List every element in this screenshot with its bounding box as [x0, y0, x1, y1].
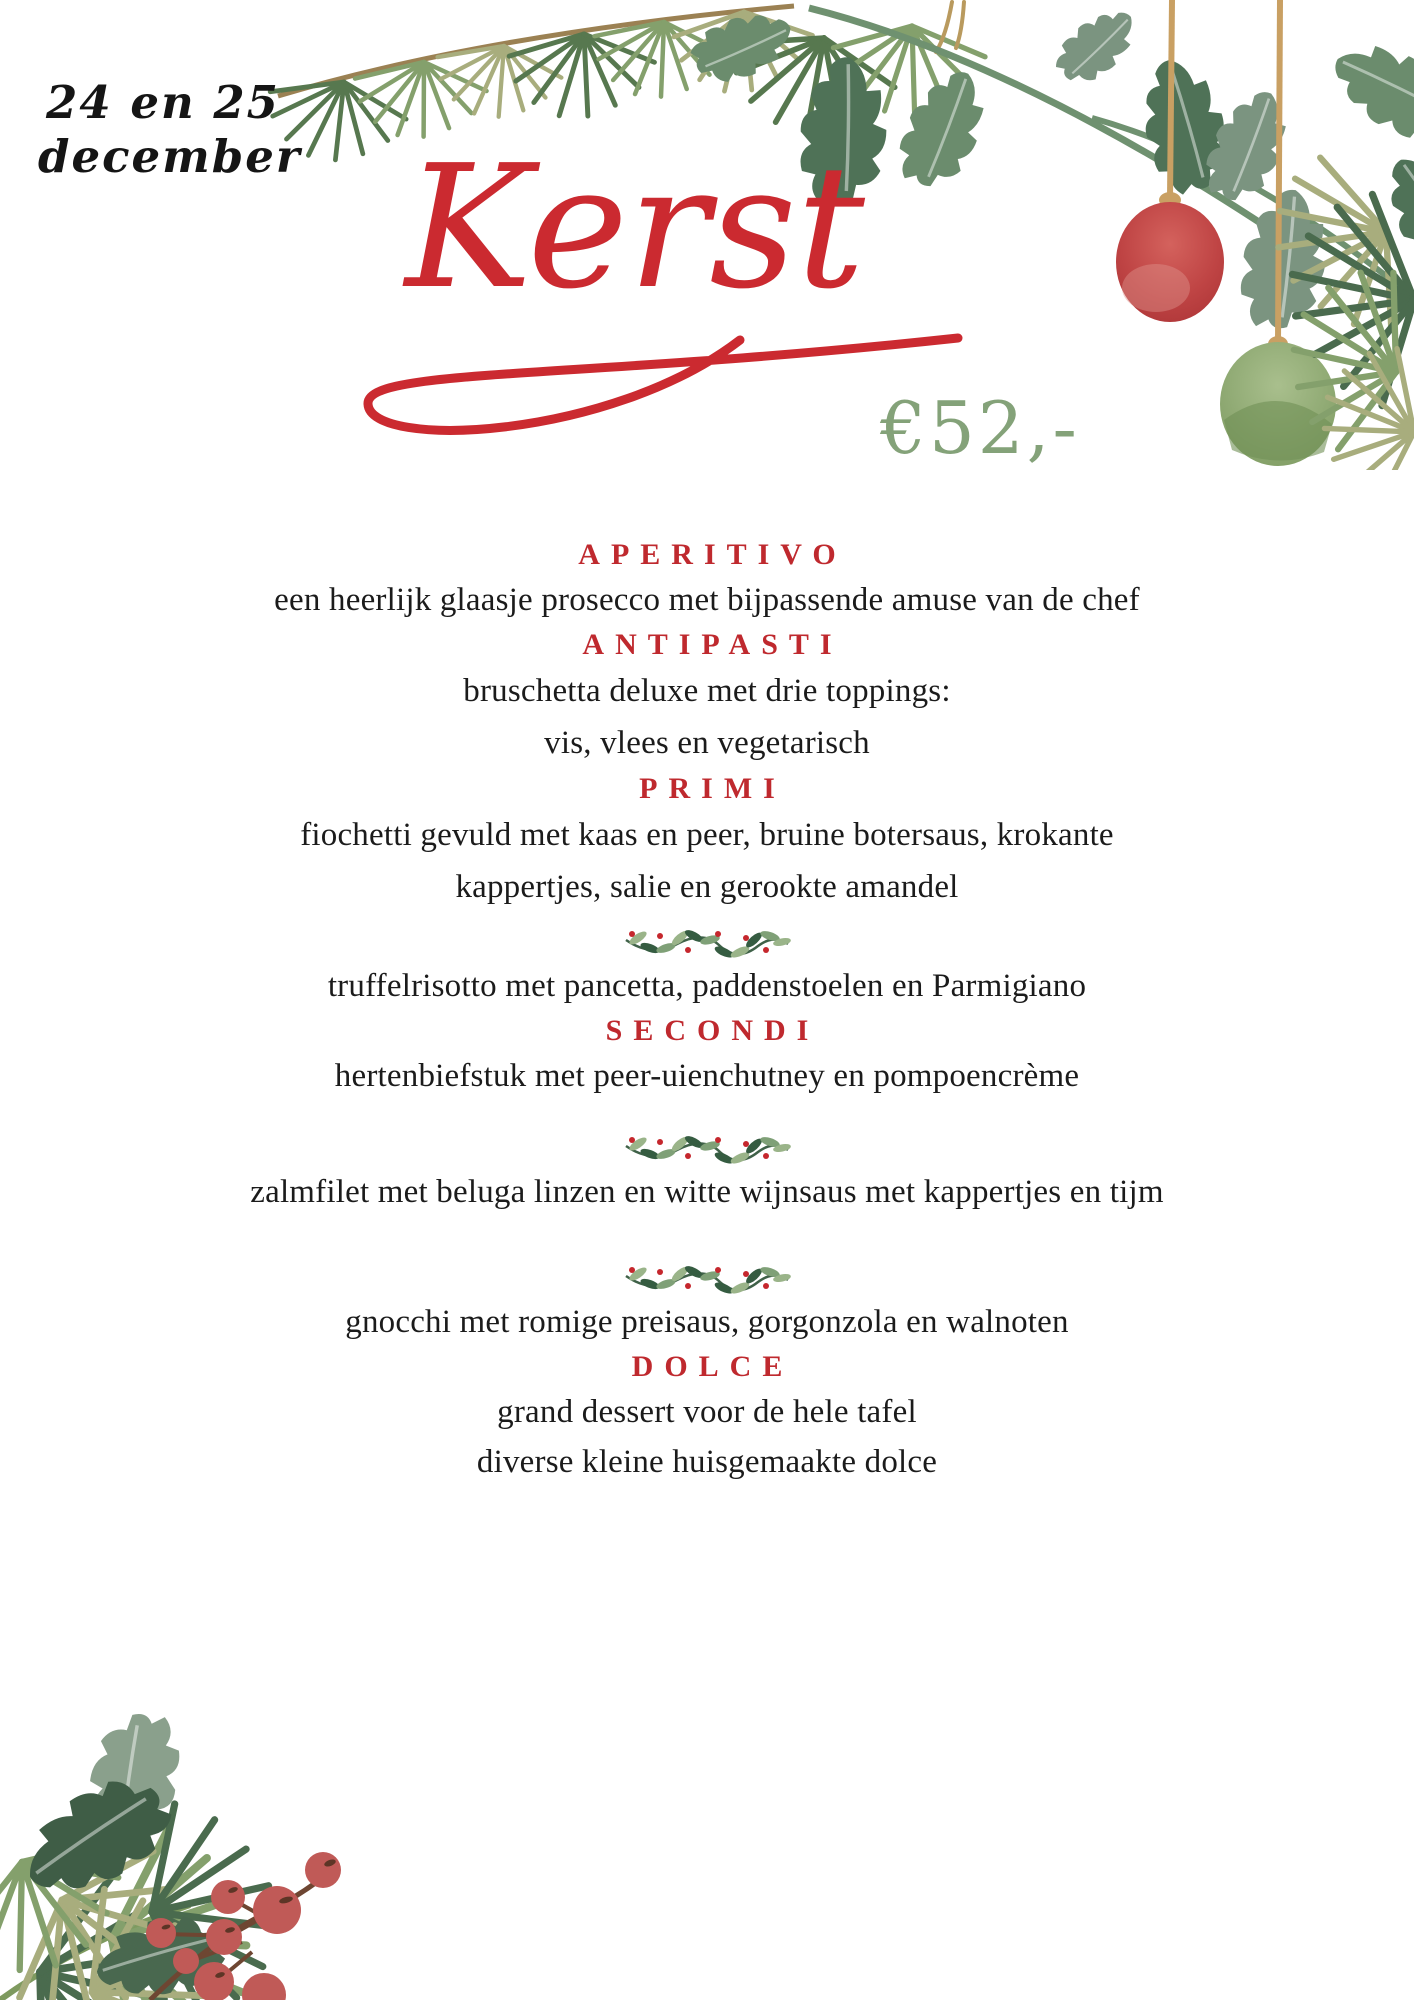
section-heading-primi: PRIMI — [639, 772, 786, 805]
menu-item-line: hertenbiefstuk met peer-uienchutney en pompoencrème — [334, 1058, 1080, 1094]
menu-item-line: truffelrisotto met pancetta, paddenstoelen en Parmigiano — [327, 968, 1087, 1004]
pine-berries-decoration — [0, 1700, 420, 2000]
menu-item-line: fiochetti gevuld met kaas en peer, bruine botersaus, krokante — [300, 817, 1114, 853]
menu-item-line: zalmfilet met beluga linzen en witte wijnsaus met kappertjes en tijm — [250, 1174, 1164, 1210]
event-date-line2: december — [38, 130, 302, 183]
menu-item-line: gnocchi met romige preisaus, gorgonzola en walnoten — [345, 1304, 1069, 1340]
page-title: Kerst — [405, 129, 865, 327]
garland-divider-icon — [0, 1129, 1414, 1167]
ornament-string-icon — [1278, 0, 1280, 342]
section-heading-dolce: DOLCE — [631, 1350, 794, 1383]
ornament-string-icon — [1170, 0, 1172, 198]
garland-divider-icon — [0, 1259, 1414, 1297]
menu-item-line: kappertjes, salie en gerookte amandel — [455, 869, 959, 905]
menu-item-line: een heerlijk glaasje prosecco met bijpassende amuse van de chef — [274, 582, 1140, 618]
event-date-line1: 24 en 25 — [46, 76, 280, 129]
menu-item-line: grand dessert voor de hele tafel — [497, 1394, 917, 1430]
section-heading-antipasti: ANTIPASTI — [582, 628, 843, 661]
menu-item-line: bruschetta deluxe met drie toppings: — [463, 673, 951, 709]
menu-item-line: vis, vlees en vegetarisch — [544, 725, 870, 761]
menu-price: €52,- — [880, 386, 1080, 470]
menu-body — [0, 535, 1414, 1487]
section-heading-secondi: SECONDI — [605, 1014, 820, 1047]
section-heading-aperitivo: APERITIVO — [578, 538, 847, 571]
garland-divider-icon — [0, 923, 1414, 961]
event-date — [38, 76, 302, 184]
red-bauble-ornament-icon — [1116, 192, 1224, 322]
menu-item-line: diverse kleine huisgemaakte dolce — [476, 1444, 938, 1480]
